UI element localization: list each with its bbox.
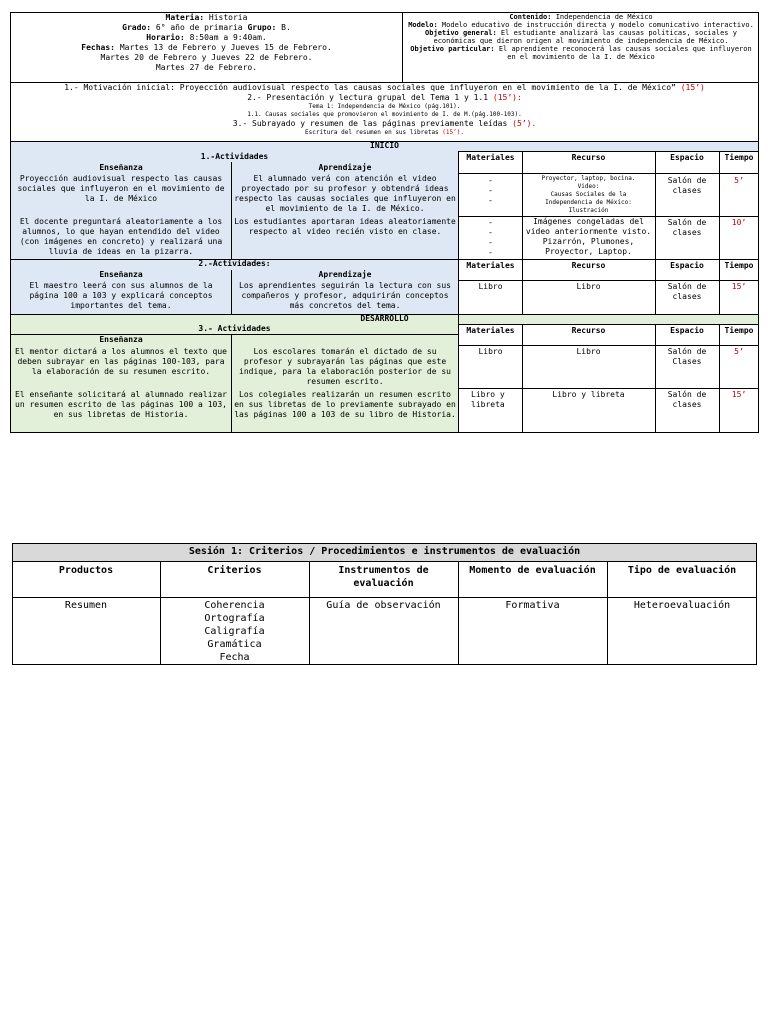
materia-line: Materia: Historia <box>165 13 248 22</box>
desarrollo-row2-recurso: Libro y libreta <box>552 390 625 399</box>
col-tiempo-3: Tiempo <box>724 326 754 335</box>
contenido-line: Contenido: Independencia de México <box>509 13 653 21</box>
inicio-row1-tiempo: 5’ <box>734 176 744 185</box>
sequence-line-3: Tema 1: Independencia de México (pág.101). <box>308 103 461 110</box>
col-tiempo: Tiempo <box>724 153 754 162</box>
desarrollo-row1-espacio: Salón de Clases <box>667 347 707 366</box>
eval-instrumento: Guía de observación <box>326 600 441 611</box>
inicio-mid-divider <box>231 162 232 259</box>
inicio-row1-espacio: Salón de clases <box>667 176 707 195</box>
fechas-line-3: Martes 27 de Febrero. <box>155 63 258 72</box>
eval-header-criterios: Criterios <box>207 565 262 576</box>
sequence-block <box>12 83 757 141</box>
inicio-row3-materiales: Libro <box>478 282 503 291</box>
actividades-3-title: 3.- Actividades <box>198 324 271 333</box>
desarrollo-row1-recurso: Libro <box>576 347 601 356</box>
inicio-row2-tiempo: 10’ <box>731 218 747 227</box>
actividades-1-title: 1.-Actividades <box>200 152 269 161</box>
horario-line: Horario: 8:50am a 9:40am. <box>146 33 267 42</box>
inicio-row2-espacio: Salón de clases <box>667 218 707 237</box>
sequence-line-6: Escritura del resumen en sus libretas (15’). <box>305 129 464 136</box>
inicio-row2-ensenanza: El docente preguntará aleatoriamente a los alumnos, lo que hayan entendido del video (con imágenes en concreto) y realizará una lluvia de ideas en la pizarra. <box>19 217 223 256</box>
eval-divider-1 <box>160 561 161 665</box>
sequence-line-2: 2.- Presentación y lectura grupal del Tema 1 y 1.1 (15’): <box>247 93 522 102</box>
tiempo-divider-a <box>719 151 720 314</box>
tiempo-divider-b <box>719 324 720 433</box>
desarrollo-row1-materiales: Libro <box>478 347 503 356</box>
eval-tipo: Heteroevaluación <box>633 600 731 611</box>
desarrollo-row1-aprendizaje: Los escolares tomarán el dictado de su profesor y subrayarán las páginas que este indique, para la elaboración posterior de su resumen escrito. <box>239 347 451 386</box>
desarrollo-row1-tiempo: 5’ <box>734 347 744 356</box>
eval-divider-3 <box>458 561 459 665</box>
objetivo-particular-line: Objetivo particular: El aprendiente reconocerá las causas sociales que influyeron en el movimiento de la I. de México <box>410 45 752 61</box>
inicio-row3-espacio: Salón de clases <box>667 282 707 301</box>
col-recurso: Recurso <box>571 153 606 162</box>
grado-line: Grado: 6° año de primaria Grupo: B. <box>122 23 291 32</box>
espacio-divider-a <box>655 151 656 314</box>
eval-header-instrumentos: Instrumentos de evaluación <box>338 565 429 589</box>
evaluation-title-line <box>12 561 757 562</box>
aprendizaje-header: Aprendizaje <box>318 163 372 172</box>
sequence-line-5: 3.- Subrayado y resumen de las páginas previamente leídas (5’). <box>232 119 537 128</box>
col-materiales-2: Materiales <box>466 261 515 270</box>
inicio-row1-aprendizaje: El alumnado verá con atención el video proyectado por su profesor y obtendrá ideas respecto las causas sociales que influyeron en el movimiento de la I. de México. <box>234 174 456 213</box>
sequence-line-1: 1.- Motivación inicial: Proyección audiovisual respecto las causas sociales que influyeron en el movimiento de la I. de México” (15’) <box>64 83 705 92</box>
eval-divider-4 <box>607 561 608 665</box>
inicio-row1-materiales: - - - <box>488 176 493 205</box>
col-materiales-3: Materiales <box>466 326 515 335</box>
col-espacio: Espacio <box>670 153 704 162</box>
desarrollo-row2-aprendizaje: Los colegiales realizarán un resumen escrito en sus libretas de lo previamente subrayado en las páginas 100 a 103 de su libro de Historia. <box>234 390 456 419</box>
inicio-title: INICIO <box>370 141 399 150</box>
inicio-row2-aprendizaje: Los estudiantes aportaran ideas aleatoriamente respecto al video recién visto en clase. <box>234 217 456 236</box>
fechas-line: Fechas: Martes 13 de Febrero y Jueves 15 de Febrero. <box>81 43 332 52</box>
col-recurso-3: Recurso <box>571 326 606 335</box>
desarrollo-resources-bg <box>459 324 758 432</box>
inicio-row3-tiempo: 15’ <box>731 282 747 291</box>
desarrollo-row2-espacio: Salón de clases <box>667 390 707 409</box>
eval-divider-2 <box>309 561 310 665</box>
inicio-row3-ensenanza: El maestro leerá con sus alumnos de la página 100 a 103 y explicará conceptos importantes del tema. <box>29 281 213 310</box>
ensenanza-header-2: Enseñanza <box>99 270 143 279</box>
desarrollo-row2-tiempo: 15’ <box>731 390 747 399</box>
ensenanza-header-3: Enseñanza <box>99 335 143 344</box>
desarrollo-mid-divider <box>231 335 232 432</box>
resources-left-divider <box>458 151 459 433</box>
evaluation-title: Sesión 1: Criterios / Procedimientos e instrumentos de evaluación <box>188 546 581 557</box>
recurso-divider-a <box>522 151 523 314</box>
desarrollo-title: DESARROLLO <box>360 314 409 323</box>
inicio-row1-recurso: Proyector, laptop, bocina. Video: Causas Sociales de la Independencia de México: Ilustración <box>541 175 636 214</box>
desarrollo-row2-ensenanza: El enseñante solicitará al alumnado realizar un resumen escrito de las páginas 100 a 103, en sus libretas de Historia. <box>15 390 227 419</box>
sequence-line-4: 1.1. Causas sociales que promovieron el movimiento de I. de M.(pág.100-103). <box>247 111 522 118</box>
col-espacio-2: Espacio <box>670 261 704 270</box>
objetivo-general-line: Objetivo general: El estudiante analizará las causas políticas, sociales y económicas que dieron origen al movimiento de independencia de México. <box>425 29 737 45</box>
inicio-row1-ensenanza: Proyección audiovisual respecto las causas sociales que influyeron en el movimiento de la I. de México <box>17 174 225 203</box>
actividades-2-title: 2.-Actividades: <box>198 259 271 268</box>
col-materiales: Materiales <box>466 153 515 162</box>
col-recurso-2: Recurso <box>571 261 606 270</box>
desarrollo-row2-materiales: Libro y libreta <box>471 390 505 409</box>
desarrollo-row1-ensenanza: El mentor dictará a los alumnos el texto que deben subrayar en las páginas 100-103, para la elaboración de su resumen escrito. <box>15 347 227 376</box>
inicio-row2-recurso: Imágenes congeladas del video anteriormente visto. Pizarrón, Plumones, Proyector, Laptop. <box>525 217 652 256</box>
eval-header-productos: Productos <box>58 565 114 576</box>
header-left <box>11 13 402 81</box>
inicio-row3-aprendizaje: Los aprendientes seguirán la lectura con sus compañeros y profesor, adquirirán conceptos más concretos del tema. <box>239 281 451 310</box>
modelo-line: Modelo: Modelo educativo de instrucción directa y modelo comunicativo interactivo. <box>408 21 754 29</box>
eval-header-momento: Momento de evaluación <box>469 565 596 576</box>
act2-mid-divider <box>231 270 232 314</box>
espacio-divider-b <box>655 324 656 433</box>
aprendizaje-header-2: Aprendizaje <box>318 270 372 279</box>
eval-momento: Formativa <box>505 600 560 611</box>
ensenanza-header: Enseñanza <box>99 163 143 172</box>
inicio-row3-recurso: Libro <box>576 282 601 291</box>
fechas-line-2: Martes 20 de Febrero y Jueves 22 de Febrero. <box>100 53 313 62</box>
header-divider <box>402 12 403 82</box>
eval-header-tipo: Tipo de evaluación <box>627 565 737 576</box>
header-right <box>405 13 757 81</box>
inicio-row2-materiales: - - - - <box>488 218 493 257</box>
eval-producto: Resumen <box>64 600 108 611</box>
eval-criterios: Coherencia Ortografía Caligrafía Gramática Fecha <box>204 600 265 663</box>
col-tiempo-2: Tiempo <box>724 261 754 270</box>
col-espacio-3: Espacio <box>670 326 704 335</box>
recurso-divider-b <box>522 324 523 433</box>
